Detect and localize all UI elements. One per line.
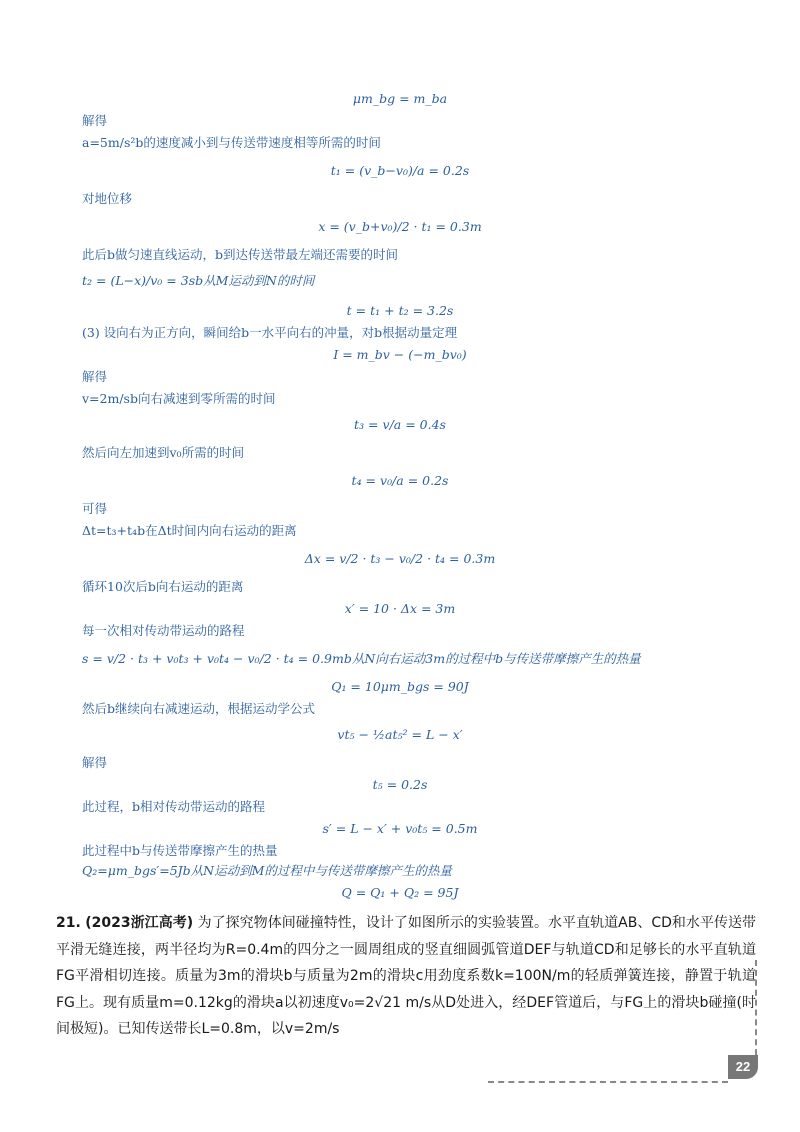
eq-q-total: Q = Q₁ + Q₂ = 95J (341, 885, 459, 900)
text-solve-2: 解得 (82, 369, 108, 384)
text-v: v=2m/sb向右减速到零所需的时间 (82, 391, 276, 406)
eq-kinematics: vt₅ − ½at₅² = L − x′ (337, 727, 463, 742)
question-text: 为了探究物体间碰撞特性，设计了如图所示的实验装置。水平直轨道AB、CD和水平传送带平滑无缝连接，两半径均为R=0.4m的四分之一圆周组成的竖直细圆弧管道DEF与轨道CD和足够长的水平直轨道FG平滑相切连接。质量为3m的滑块b与质量为2m的滑块c用劲度系数k=100N/m的轻质弹簧连接，静置于轨道FG上。现有质量m=0.12kg的滑块a以初速度v₀=2√21 m/s从D处进入，经DEF管道后，与FG上的滑块b碰撞(时间极短)。已知传送带长L=0.8m，以v=2m/s (56, 915, 756, 1037)
question-source: (2023浙江高考) (85, 915, 194, 931)
text-accel: a=5m/s²b的速度减小到与传送带速度相等所需的时间 (82, 135, 381, 150)
eq-t1: t₁ = (v_b−v₀)/a = 0.2s (330, 163, 470, 178)
eq-t4: t₄ = v₀/a = 0.2s (351, 473, 449, 488)
eq-t3: t₃ = v/a = 0.4s (354, 417, 446, 432)
eq-q1: Q₁ = 10μm_bgs = 90J (331, 679, 469, 694)
dashed-border-vertical (755, 960, 757, 1065)
eq-delta-x: Δx = v/2 · t₃ − v₀/2 · t₄ = 0.3m (304, 551, 496, 566)
text-delta-t: Δt=t₃+t₄b在Δt时间内向右运动的距离 (82, 523, 297, 538)
eq-q2: Q₂=μm_bgs′=5Jb从N运动到M的过程中与传送带摩擦产生的热量 (82, 863, 452, 878)
text-accelerate-left: 然后向左加速到v₀所需的时间 (82, 445, 245, 460)
text-this-process: 此过程，b相对传动带运动的路程 (82, 799, 266, 814)
eq-x-prime: x′ = 10 · Δx = 3m (344, 601, 456, 616)
dashed-border-horizontal (488, 1081, 728, 1083)
text-solve-3: 解得 (82, 755, 108, 770)
question-number: 21. (56, 915, 81, 931)
eq-s: s = v/2 · t₃ + v₀t₃ + v₀t₄ − v₀/2 · t₄ = 0.9mb从N向右运动3m的过程中b与传送带摩擦产生的热量 (82, 651, 641, 666)
eq-s-prime: s′ = L − x′ + v₀t₅ = 0.5m (322, 821, 478, 836)
eq-t-total: t = t₁ + t₂ = 3.2s (346, 303, 454, 318)
question-21 (56, 910, 756, 1043)
eq-x: x = (v_b+v₀)/2 · t₁ = 0.3m (318, 219, 482, 234)
text-solve-1: 解得 (82, 113, 108, 128)
text-uniform-motion: 此后b做匀速直线运动，b到达传送带最左端还需要的时间 (82, 247, 399, 262)
text-part3: (3) 设向右为正方向，瞬间给b一水平向右的冲量，对b根据动量定理 (82, 325, 458, 340)
eq-t2: t₂ = (L−x)/v₀ = 3sb从M运动到N的时间 (82, 273, 315, 288)
text-displacement: 对地位移 (82, 191, 133, 206)
eq-t5: t₅ = 0.2s (372, 777, 428, 792)
page-number-badge: 22 (728, 1055, 758, 1079)
text-relative-path: 每一次相对传动带运动的路程 (82, 623, 245, 638)
text-continue-decel: 然后b继续向右减速运动，根据运动学公式 (82, 701, 316, 716)
text-cycle: 循环10次后b向右运动的距离 (82, 579, 244, 594)
eq-impulse: I = m_bv − (−m_bv₀) (333, 347, 467, 362)
text-heat-2: 此过程中b与传送带摩擦产生的热量 (82, 843, 278, 858)
eq-force-balance: μm_bg = m_ba (352, 91, 448, 106)
text-obtain: 可得 (82, 501, 108, 516)
